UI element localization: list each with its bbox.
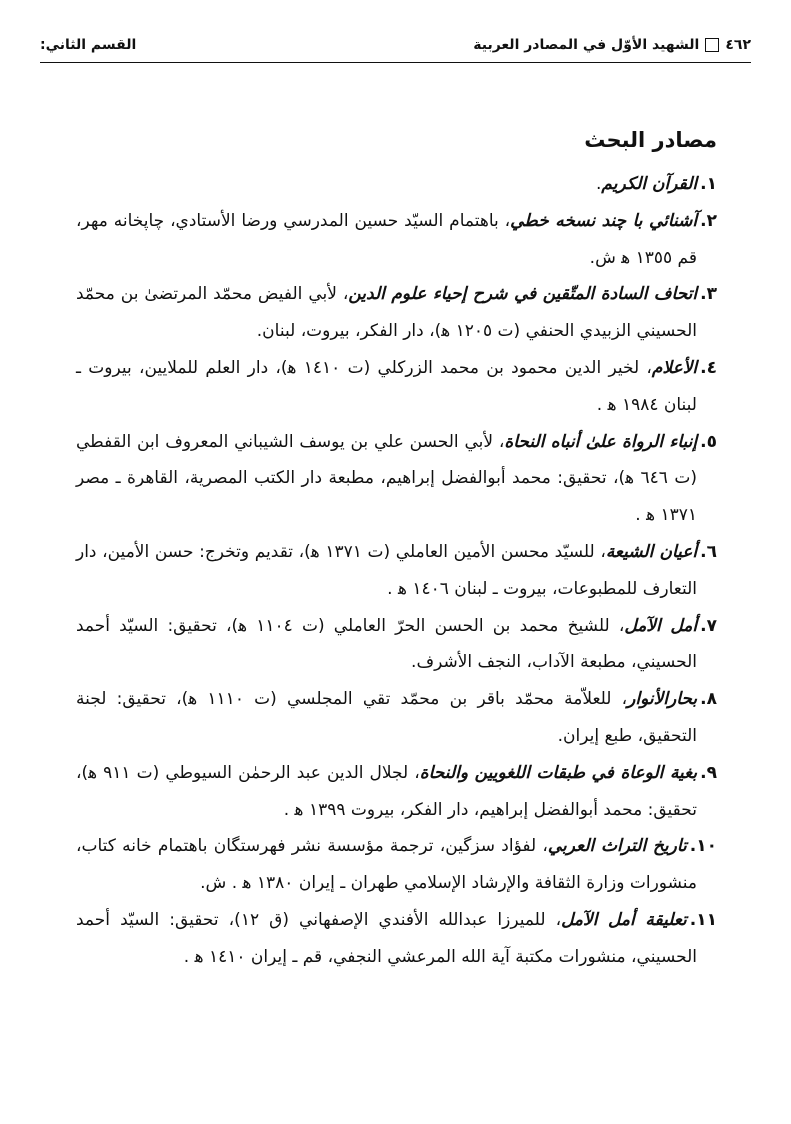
reference-title: أعيان الشيعة xyxy=(605,541,698,562)
reference-item xyxy=(76,681,717,755)
reference-title: اتحاف السادة المتّقين في شرح إحياء علوم الدين xyxy=(348,284,698,305)
reference-item xyxy=(76,203,717,277)
reference-details: ، لأبي الفيض محمّد المرتضىٰ بن محمّد الحسيني الزبيدي الحنفي (ت ١٢٠٥ ﻫ)، دار الفكر، بيروت، لبنان. xyxy=(76,284,697,342)
page-header xyxy=(40,30,751,60)
reference-item xyxy=(76,424,717,534)
reference-item xyxy=(76,902,717,976)
reference-title: القرآن الكريم xyxy=(601,174,698,194)
reference-title: تاريخ التراث العربي xyxy=(547,836,687,857)
reference-details: ، باهتمام السيّد حسين المدرسي ورضا الأستادي، چاپخانه مهر، قم ١٣٥٥ ﻫ ش. xyxy=(76,210,697,268)
reference-number: ١١. xyxy=(689,909,717,930)
running-title: الشهيد الأوّل في المصادر العربية xyxy=(473,37,700,53)
reference-title: الأعلام xyxy=(651,357,698,378)
reference-title: إنباء الرواة علىٰ أنباه النحاة xyxy=(504,431,698,452)
reference-details: ، للعلاّمة محمّد باقر بن محمّد تقي المجلسي (ت ١١١٠ ﻫ)، تحقيق: لجنة التحقيق، طبع إيران. xyxy=(76,689,697,746)
reference-item xyxy=(76,755,717,829)
reference-details: ، لفؤاد سزگين، ترجمة مؤسسة نشر فهرستگان باهتمام خانه كتاب، منشورات وزارة الثقافة والإرشاد الإسلامي طهران ـ إيران ١٣٨٠ ﻫ . ش. xyxy=(76,836,697,894)
reference-title: آشنائي با چند نسخه خطي xyxy=(510,210,698,231)
reference-number: ٤. xyxy=(700,357,717,378)
reference-title: تعليقة أمل الآمل xyxy=(561,909,687,930)
running-header xyxy=(473,37,751,53)
reference-number: ١. xyxy=(700,174,717,194)
reference-item xyxy=(76,350,717,424)
reference-number: ٦. xyxy=(700,541,717,562)
reference-details: . xyxy=(596,174,602,194)
reference-item xyxy=(76,608,717,682)
section-title: مصادر البحث xyxy=(584,128,717,152)
reference-number: ٣. xyxy=(700,284,717,305)
reference-title: أمل الآمل xyxy=(624,615,698,636)
reference-details: ، لأبي الحسن علي بن يوسف الشيباني المعروف ابن القفطي (ت ٦٤٦ ﻫ)، تحقيق: محمد أبوالفضل إبراهيم، مطبعة دار الكتب المصرية، القاهرة ـ مصر ١٣٧١ ﻫ . xyxy=(76,431,697,526)
header-rule xyxy=(40,62,751,63)
reference-number: ٩. xyxy=(700,762,717,783)
reference-details: ، لجلال الدين عبد الرحمٰن السيوطي (ت ٩١١ ﻫ)، تحقيق: محمد أبوالفضل إبراهيم، دار الفكر، بيروت ١٣٩٩ ﻫ . xyxy=(76,762,697,820)
reference-details: ، للميرزا عبدالله الأفندي الإصفهاني (ق ١٢)، تحقيق: السيّد أحمد الحسيني، منشورات مكتبة آية الله المرعشي النجفي، قم ـ إيران ١٤١٠ ﻫ . xyxy=(76,909,697,967)
reference-title: بحارالأنوار xyxy=(627,689,698,710)
reference-item xyxy=(76,166,717,203)
reference-item xyxy=(76,534,717,608)
reference-number: ١٠. xyxy=(689,836,717,857)
reference-details: ، للشيخ محمد بن الحسن الحرّ العاملي (ت ١١٠٤ ﻫ)، تحقيق: السيّد أحمد الحسيني، مطبعة الآداب، النجف الأشرف. xyxy=(76,615,697,673)
square-ornament-icon xyxy=(705,38,719,52)
main-content xyxy=(76,122,717,976)
reference-details: ، للسيّد محسن الأمين العاملي (ت ١٣٧١ ﻫ)، تقديم وتخرج: حسن الأمين، دار التعارف للمطبوعات، بيروت ـ لبنان ١٤٠٦ ﻫ . xyxy=(76,541,697,599)
reference-number: ٢. xyxy=(700,210,718,231)
reference-number: ٨. xyxy=(700,689,717,710)
reference-number: ٥. xyxy=(700,431,717,452)
section-label: القسم الثاني: xyxy=(40,37,137,53)
reference-details: ، لخير الدين محمود بن محمد الزركلي (ت ١٤١٠ ﻫ)، دار العلم للملايين، بيروت ـ لبنان ١٩٨٤ ﻫ . xyxy=(76,357,697,415)
reference-item xyxy=(76,828,717,902)
reference-number: ٧. xyxy=(700,615,717,636)
reference-title: بغية الوعاة في طبقات اللغويين والنحاة xyxy=(419,762,698,783)
reference-list xyxy=(76,166,717,976)
page-number: ٤٦٢ xyxy=(725,37,751,53)
reference-item xyxy=(76,276,717,350)
